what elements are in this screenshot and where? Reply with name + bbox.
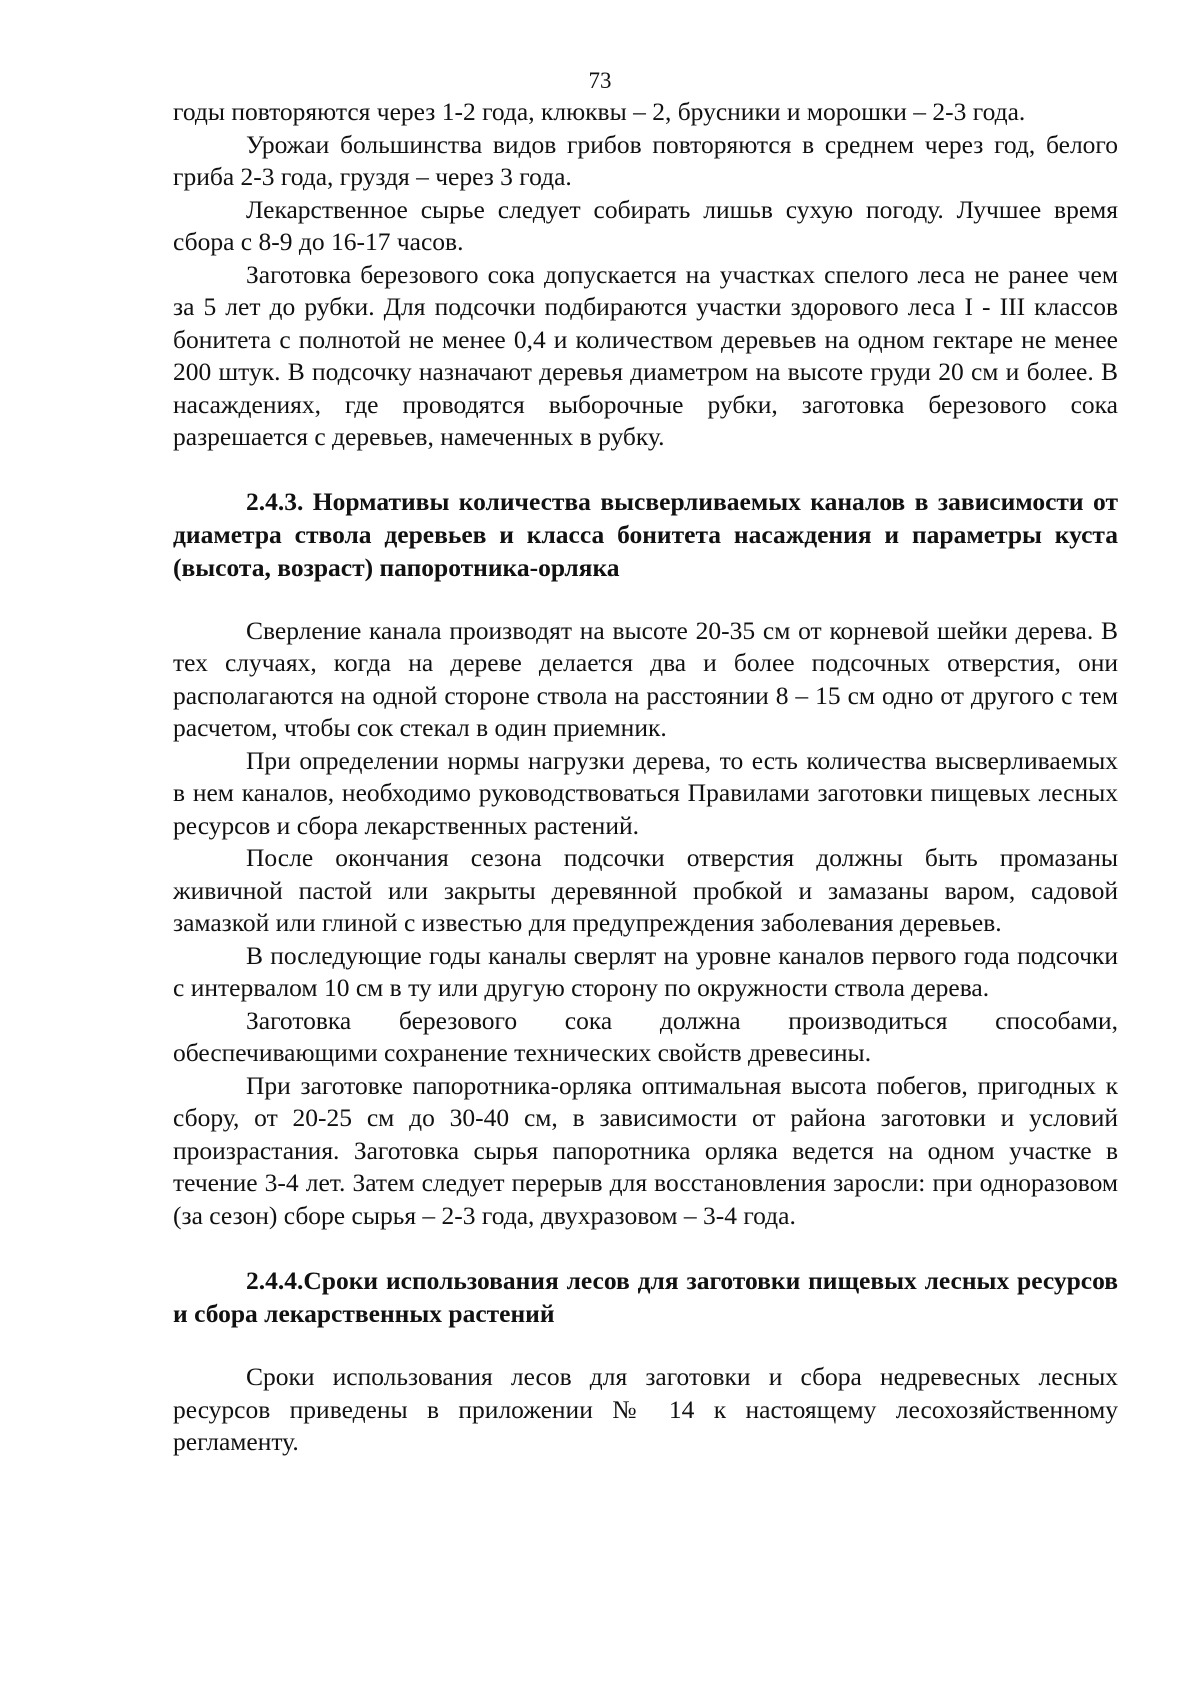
- paragraph: В последующие годы каналы сверлят на уровне каналов первого года подсочки с интервалом 10 см в ту или другую сторону по окружности ствола дерева.: [173, 940, 1118, 1002]
- paragraph: Сроки использования лесов для заготовки и сбора недревесных лесных ресурсов приведены в приложении № 14 к настоящему лесохозяйственному регламенту.: [173, 1362, 1118, 1456]
- paragraph: Сверление канала производят на высоте 20-35 см от корневой шейки дерева. В тех случаях, когда на дереве делается два и более подсочных отверстия, они располагаются на одной стороне ствола на расстоянии 8 – 15 см одно от другого с тем расчетом, чтобы сок стекал в один приемник.: [173, 615, 1118, 742]
- paragraph: Заготовка березового сока допускается на участках спелого леса не ранее чем за 5 лет до рубки. Для подсочки подбираются участки здорового леса I - III классов бонитета с полнотой не менее 0,4 и количеством деревьев на одном гектаре не менее 200 штук. В подсочку назначают деревья диаметром на высоте груди 20 см и более. В насаждениях, где проводятся выборочные рубки, заготовка березового сока разрешается с деревьев, намеченных в рубку.: [173, 259, 1118, 451]
- paragraph: При определении нормы нагрузки дерева, то есть количества высверливаемых в нем каналов, необходимо руководствоваться Правилами заготовки пищевых лесных ресурсов и сбора лекарственных растений.: [173, 745, 1118, 840]
- paragraph: Урожаи большинства видов грибов повторяются в среднем через год, белого гриба 2-3 года, груздя – через 3 года.: [173, 129, 1118, 191]
- paragraph: Лекарственное сырье следует собирать лишьв сухую погоду. Лучшее время сбора с 8-9 до 16-17 часов.: [173, 194, 1118, 256]
- paragraph: После окончания сезона подсочки отверстия должны быть промазаны живичной пастой или закрыты деревянной пробкой и замазаны варом, садовой замазкой или глиной с известью для предупреждения заболевания деревьев.: [173, 843, 1118, 937]
- paragraph: Заготовка березового сока должна производиться способами, обеспечивающими сохранение технических свойств древесины.: [173, 1005, 1118, 1067]
- paragraph: При заготовке папоротника-орляка оптимальная высота побегов, пригодных к сбору, от 20-25 см до 30-40 см, в зависимости от района заготовки и условий произрастания. Заготовка сырья папоротника орляка ведется на одном участке в течение 3-4 лет. Затем следует перерыв для восстановления заросли: при одноразовом (за сезон) сборе сырья – 2-3 года, двухразовом – 3-4 года.: [173, 1070, 1118, 1230]
- page-number: 73: [588, 68, 612, 93]
- section-heading-2-4-3: 2.4.3. Нормативы количества высверливаемых каналов в зависимости от диаметра ствола деревьев и класса бонитета насаждения и параметры куста (высота, возраст) папоротника-орляка: [173, 486, 1118, 582]
- page-content: [173, 96, 1118, 1459]
- section-heading-2-4-4: 2.4.4.Сроки использования лесов для заготовки пищевых лесных ресурсов и сбора лекарственных растений: [173, 1266, 1118, 1328]
- continued-paragraph: годы повторяются через 1-2 года, клюквы – 2, брусники и морошки – 2-3 года.: [173, 97, 1026, 126]
